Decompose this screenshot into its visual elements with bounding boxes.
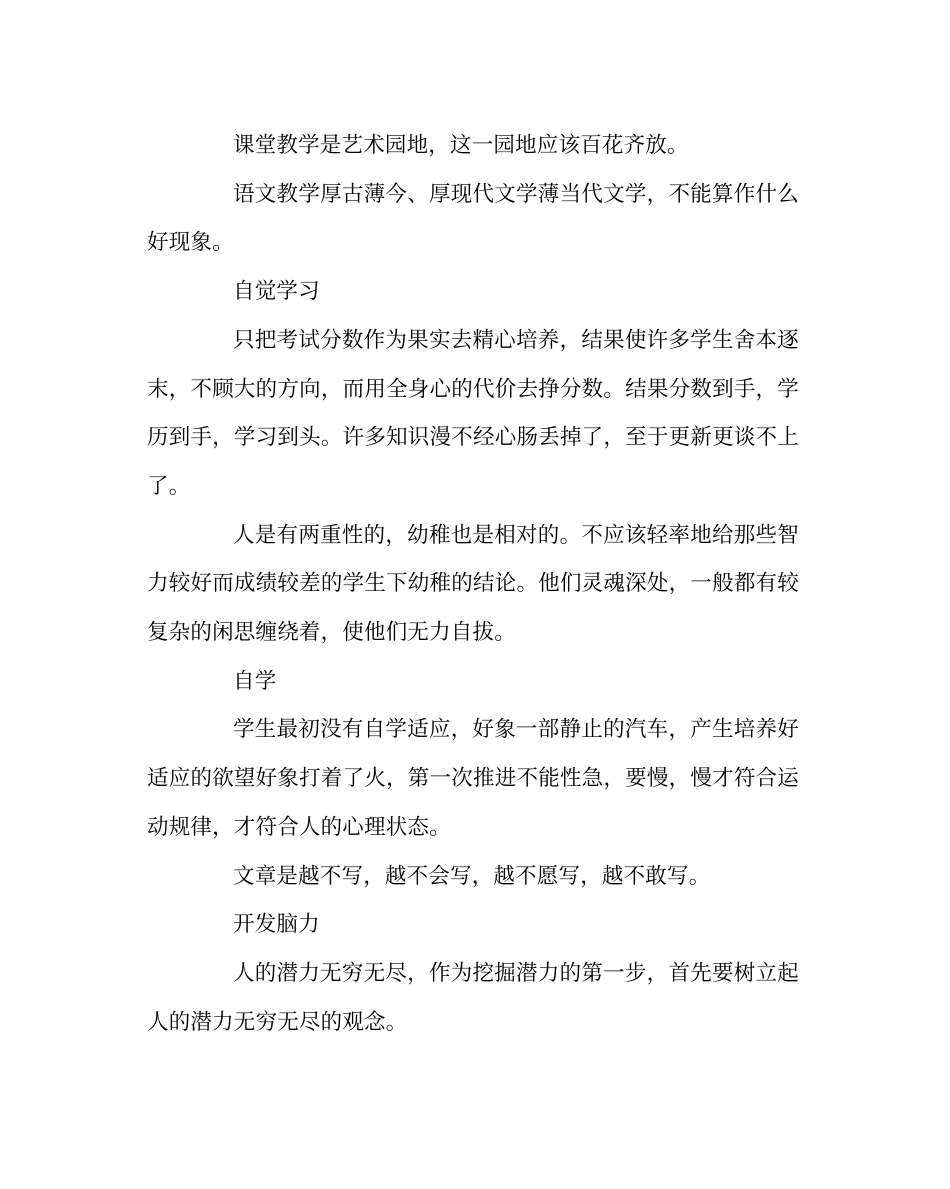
paragraph-classroom-art: 课堂教学是艺术园地，这一园地应该百花齐放。 <box>233 133 689 158</box>
paragraph-potential: 人的潜力无穷无尽，作为挖掘潜力的第一步，首先要树立起人的潜力无穷无尽的观念。 <box>147 960 799 1035</box>
paragraph-self-study-habit: 学生最初没有自学适应，好象一部静止的汽车，产生培养好适应的欲望好象打着了火，第一次推进不能性急，要慢，慢才符合运动规律，才符合人的心理状态。 <box>147 717 799 840</box>
paragraph-duality: 人是有两重性的，幼稚也是相对的。不应该轻率地给那些智力较好而成绩较差的学生下幼稚的结论。他们灵魂深处，一般都有较复杂的闲思缠绕着，使他们无力自拔。 <box>147 522 799 646</box>
heading-self-study: 自学 <box>233 668 277 694</box>
paragraph-exam-scores: 只把考试分数作为果实去精心培养，结果使许多学生舍本逐末，不顾大的方向，而用全身心的代价去挣分数。结果分数到手，学历到手，学习到头。许多知识漫不经心肠丢掉了，至于更新更谈不上了。 <box>147 327 799 499</box>
document-body <box>147 122 799 1047</box>
paragraph-chinese-teaching: 语文教学厚古薄今、厚现代文学薄当代文学，不能算作什么好现象。 <box>147 181 799 256</box>
heading-self-conscious-learning: 自觉学习 <box>233 279 320 305</box>
heading-develop-brainpower: 开发脑力 <box>233 912 320 938</box>
paragraph-writing: 文章是越不写，越不会写，越不愿写，越不敢写。 <box>233 863 711 889</box>
